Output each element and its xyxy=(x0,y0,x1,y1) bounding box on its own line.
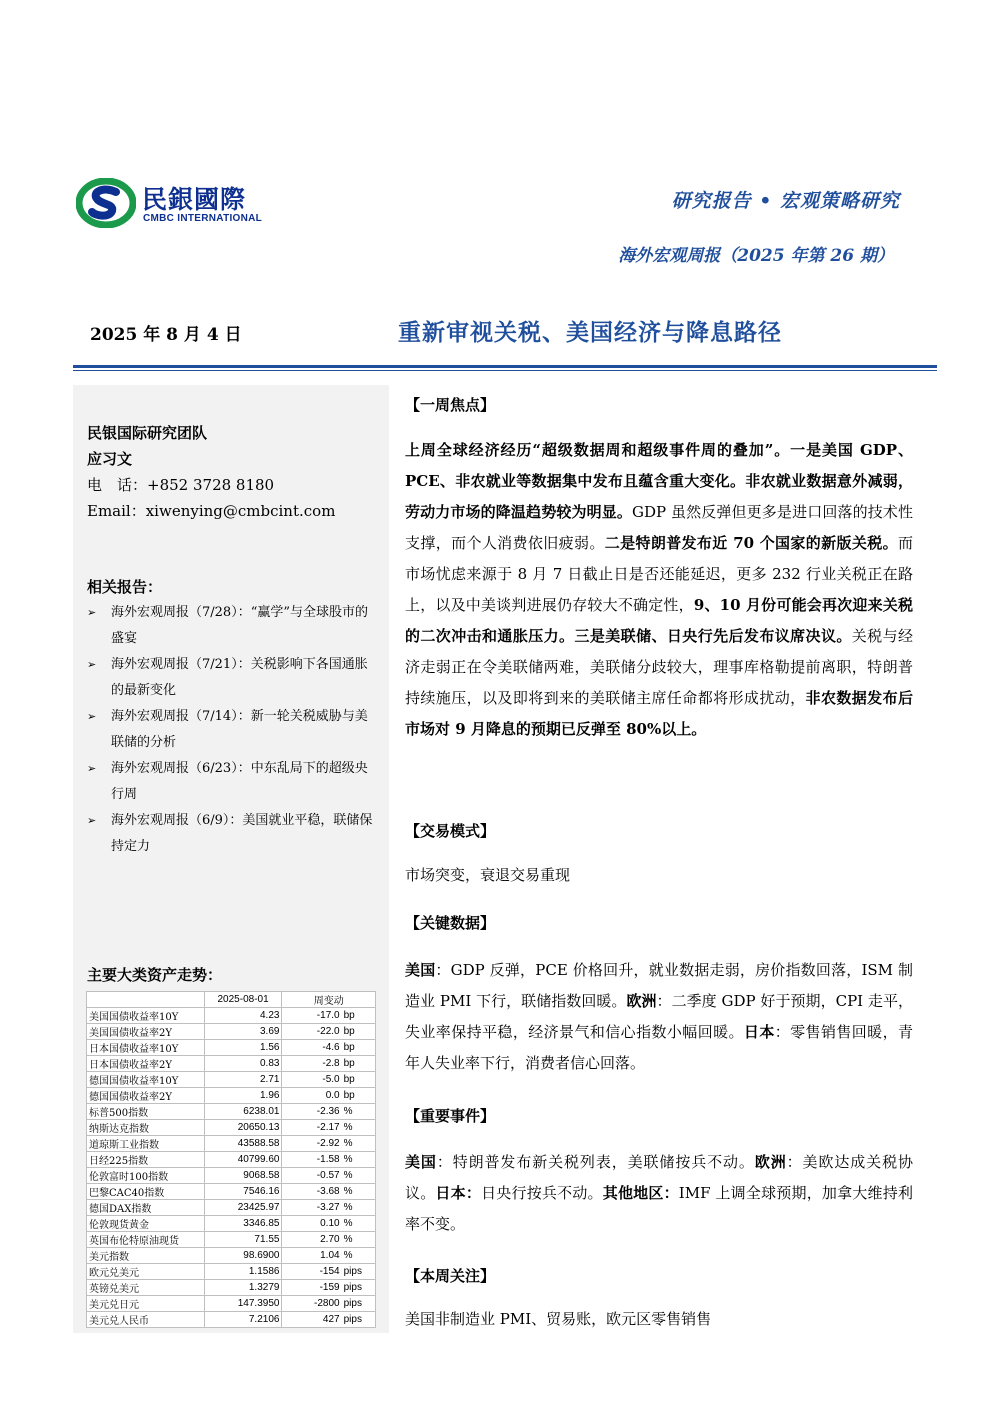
asset-unit: bp xyxy=(342,1056,376,1072)
focus-text-bold-4: 非农数据发布后市场对 9 月降息的预期已反弹至 80%以上。 xyxy=(405,689,913,738)
asset-row xyxy=(87,1216,376,1232)
analyst-name: 应习文 xyxy=(87,450,133,468)
asset-unit: % xyxy=(342,1120,376,1136)
asset-row xyxy=(87,1072,376,1088)
events-other-text: IMF 上调全球预期，加拿大维持利率不变。 xyxy=(405,1184,913,1233)
asset-change: -154 xyxy=(282,1264,342,1280)
asset-value: 1.56 xyxy=(204,1040,282,1056)
report-type: 研究报告 • 宏观策略研究 xyxy=(671,190,900,212)
asset-name: 美元兑人民币 xyxy=(87,1312,205,1328)
asset-name: 伦敦现货黄金 xyxy=(87,1216,205,1232)
asset-change: 2.70 xyxy=(282,1232,342,1248)
arrow-bullet-icon: ➢ xyxy=(87,762,97,775)
report-date: 2025 年 8 月 4 日 xyxy=(90,325,242,345)
asset-name: 德国DAX指数 xyxy=(87,1200,205,1216)
focus-text-bold-1: 上周全球经济经历“超级数据周和超级事件周的叠加”。一是美国 GDP、PCE、非农就业等数据集中发布且蕴含重大变化。非农就业数据意外减弱，劳动力市场的降温趋势较为明显。 xyxy=(405,441,913,521)
asset-change: -0.57 xyxy=(282,1168,342,1184)
keydata-us-text: ：GDP 反弹，PCE 价格回升，就业数据走弱，房价指数回落，ISM 制造业 PMI 下行，联储指数回暖。 xyxy=(405,961,913,1010)
focus-heading: 【一周焦点】 xyxy=(405,396,496,414)
asset-unit: % xyxy=(342,1200,376,1216)
focus-text-bold-2: 二是特朗普发布近 70 个国家的新版关税。 xyxy=(604,534,898,552)
asset-change: -3.27 xyxy=(282,1200,342,1216)
assets-name-header xyxy=(87,992,205,1008)
asset-change: -2.36 xyxy=(282,1104,342,1120)
report-title: 重新审视关税、美国经济与降息路径 xyxy=(398,319,782,346)
asset-value: 9068.58 xyxy=(204,1168,282,1184)
asset-name: 德国国债收益率2Y xyxy=(87,1088,205,1104)
asset-unit: pips xyxy=(342,1312,376,1328)
related-report-title: 海外宏观周报（6/9）：美国就业平稳，联储保持定力 xyxy=(111,813,373,854)
events-us-text: ：特朗普发布新关税列表，美联储按兵不动。 xyxy=(436,1153,755,1171)
asset-change: -5.0 xyxy=(282,1072,342,1088)
trade-heading: 【交易模式】 xyxy=(405,822,496,840)
events-eu-text: ：美欧达成关税协议。 xyxy=(405,1153,913,1202)
asset-unit: pips xyxy=(342,1296,376,1312)
asset-change: -2.92 xyxy=(282,1136,342,1152)
asset-value: 1.1586 xyxy=(204,1264,282,1280)
keydata-eu-text: ：二季度 GDP 好于预期，CPI 走平，失业率保持平稳，经济景气和信心指数小幅回暖。 xyxy=(405,992,913,1041)
focus-text-bold-3: 9、10 月份可能会再次迎来关税的二次冲击和通胀压力。三是美联储、日央行先后发布议席决议。 xyxy=(405,596,913,645)
asset-unit: bp xyxy=(342,1040,376,1056)
arrow-bullet-icon: ➢ xyxy=(87,658,97,671)
events-heading: 【重要事件】 xyxy=(405,1107,496,1125)
keydata-jp-text: ：零售销售回暖，青年人失业率下行，消费者信心回落。 xyxy=(405,1023,913,1072)
asset-unit: % xyxy=(342,1168,376,1184)
related-report-item[interactable] xyxy=(87,652,377,704)
focus-text-2: 而市场忧虑来源于 8 月 7 日截止日是否还能延迟，更多 232 行业关税正在路上，以及中美谈判进展仍存较大不确定性， xyxy=(405,534,913,614)
header-divider-thin xyxy=(73,370,937,371)
asset-name: 美元指数 xyxy=(87,1248,205,1264)
arrow-bullet-icon: ➢ xyxy=(87,606,97,619)
events-jp-label: 日本： xyxy=(435,1184,482,1202)
asset-value: 4.23 xyxy=(204,1008,282,1024)
asset-name: 日本国债收益率10Y xyxy=(87,1040,205,1056)
asset-row xyxy=(87,1248,376,1264)
related-report-title: 海外宏观周报（7/28）：“赢学”与全球股市的盛宴 xyxy=(111,605,368,646)
asset-unit: bp xyxy=(342,1088,376,1104)
asset-name: 标普500指数 xyxy=(87,1104,205,1120)
asset-unit: bp xyxy=(342,1072,376,1088)
asset-value: 7546.16 xyxy=(204,1184,282,1200)
asset-value: 23425.97 xyxy=(204,1200,282,1216)
asset-unit: % xyxy=(342,1136,376,1152)
focus-text-3: 关税与经济走弱正在令美联储两难，美联储分歧较大，理事库格勒提前离职，特朗普持续施压，以及即将到来的美联储主席任命都将形成扰动， xyxy=(405,627,913,707)
keydata-jp-label: 日本 xyxy=(743,1023,775,1041)
asset-unit: % xyxy=(342,1216,376,1232)
keydata-heading: 【关键数据】 xyxy=(405,914,496,932)
asset-name: 纳斯达克指数 xyxy=(87,1120,205,1136)
events-us-label: 美国 xyxy=(405,1153,437,1171)
asset-value: 2.71 xyxy=(204,1072,282,1088)
asset-value: 3.69 xyxy=(204,1024,282,1040)
email-label: Email： xyxy=(87,502,146,520)
asset-value: 7.2106 xyxy=(204,1312,282,1328)
asset-name: 道琼斯工业指数 xyxy=(87,1136,205,1152)
assets-date-header: 2025-08-01 xyxy=(204,992,282,1008)
asset-row xyxy=(87,1152,376,1168)
assets-table xyxy=(86,991,376,1328)
related-report-item[interactable] xyxy=(87,756,377,808)
asset-row xyxy=(87,1168,376,1184)
assets-heading: 主要大类资产走势： xyxy=(87,966,223,984)
cmbc-logo-icon xyxy=(76,178,136,228)
events-eu-label: 欧洲 xyxy=(754,1153,787,1171)
events-paragraph xyxy=(405,1147,913,1240)
asset-unit: % xyxy=(342,1104,376,1120)
asset-change: -2800 xyxy=(282,1296,342,1312)
research-team xyxy=(87,420,335,524)
asset-name: 日本国债收益率2Y xyxy=(87,1056,205,1072)
company-logo xyxy=(76,178,286,230)
related-reports-heading: 相关报告： xyxy=(87,578,163,596)
asset-value: 20650.13 xyxy=(204,1120,282,1136)
asset-change: 0.10 xyxy=(282,1216,342,1232)
related-report-item[interactable] xyxy=(87,808,377,860)
email-address[interactable]: xiwenying@cmbcint.com xyxy=(145,502,336,520)
asset-row xyxy=(87,1200,376,1216)
related-report-title: 海外宏观周报（6/23）：中东乱局下的超级央行周 xyxy=(111,761,368,802)
asset-value: 71.55 xyxy=(204,1232,282,1248)
asset-value: 43588.58 xyxy=(204,1136,282,1152)
keydata-us-label: 美国 xyxy=(405,961,436,979)
asset-change: -3.68 xyxy=(282,1184,342,1200)
asset-row xyxy=(87,1280,376,1296)
related-reports-list xyxy=(87,600,377,860)
asset-change: -22.0 xyxy=(282,1024,342,1040)
watch-text: 美国非制造业 PMI、贸易账，欧元区零售销售 xyxy=(405,1310,712,1328)
asset-unit: % xyxy=(342,1232,376,1248)
arrow-bullet-icon: ➢ xyxy=(87,814,97,827)
asset-unit: pips xyxy=(342,1264,376,1280)
asset-value: 6238.01 xyxy=(204,1104,282,1120)
asset-change: 427 xyxy=(282,1312,342,1328)
asset-name: 英国布伦特原油现货 xyxy=(87,1232,205,1248)
asset-value: 3346.85 xyxy=(204,1216,282,1232)
focus-text-1: GDP 虽然反弹但更多是进口回落的技术性支撑，而个人消费依旧疲弱。 xyxy=(405,503,913,552)
asset-row xyxy=(87,1024,376,1040)
asset-change: -1.58 xyxy=(282,1152,342,1168)
asset-row xyxy=(87,1008,376,1024)
focus-paragraph xyxy=(405,435,913,745)
asset-value: 1.3279 xyxy=(204,1280,282,1296)
asset-row xyxy=(87,1136,376,1152)
keydata-paragraph xyxy=(405,955,913,1079)
asset-row xyxy=(87,1184,376,1200)
logo-chinese-name: 民銀國際 xyxy=(142,185,247,214)
asset-name: 美元兑日元 xyxy=(87,1296,205,1312)
asset-row xyxy=(87,1040,376,1056)
team-name: 民银国际研究团队 xyxy=(87,424,208,442)
phone-number: +852 3728 8180 xyxy=(147,476,275,494)
events-jp-text: 日央行按兵不动。 xyxy=(481,1184,603,1202)
assets-table-body xyxy=(87,1008,376,1328)
asset-change: -2.8 xyxy=(282,1056,342,1072)
asset-name: 英镑兑美元 xyxy=(87,1280,205,1296)
related-report-title: 海外宏观周报（7/14）：新一轮关税威胁与美联储的分析 xyxy=(111,709,368,750)
asset-name: 巴黎CAC40指数 xyxy=(87,1184,205,1200)
phone-line xyxy=(87,472,335,498)
asset-change: -17.0 xyxy=(282,1008,342,1024)
asset-name: 欧元兑美元 xyxy=(87,1264,205,1280)
events-other-label: 其他地区： xyxy=(602,1184,679,1202)
related-report-title: 海外宏观周报（7/21）：关税影响下各国通胀的最新变化 xyxy=(111,657,368,698)
keydata-eu-label: 欧洲 xyxy=(626,992,657,1010)
asset-unit: % xyxy=(342,1184,376,1200)
logo-english-name: CMBC INTERNATIONAL xyxy=(143,213,263,224)
asset-row xyxy=(87,1120,376,1136)
phone-label: 电 话： xyxy=(87,476,148,494)
asset-change: -2.17 xyxy=(282,1120,342,1136)
asset-unit: % xyxy=(342,1152,376,1168)
asset-row xyxy=(87,1312,376,1328)
asset-change: 1.04 xyxy=(282,1248,342,1264)
related-report-item[interactable] xyxy=(87,704,377,756)
asset-row xyxy=(87,1264,376,1280)
arrow-bullet-icon: ➢ xyxy=(87,710,97,723)
asset-unit: bp xyxy=(342,1008,376,1024)
email-line xyxy=(87,498,335,524)
asset-name: 美国国债收益率10Y xyxy=(87,1008,205,1024)
watch-heading: 【本周关注】 xyxy=(405,1267,496,1285)
asset-unit: pips xyxy=(342,1280,376,1296)
asset-value: 147.3950 xyxy=(204,1296,282,1312)
asset-row xyxy=(87,1104,376,1120)
related-report-item[interactable] xyxy=(87,600,377,652)
asset-change: 0.0 xyxy=(282,1088,342,1104)
asset-unit: % xyxy=(342,1248,376,1264)
asset-name: 德国国债收益率10Y xyxy=(87,1072,205,1088)
asset-name: 美国国债收益率2Y xyxy=(87,1024,205,1040)
report-series: 海外宏观周报（2025 年第 26 期） xyxy=(618,246,894,266)
asset-change: -4.6 xyxy=(282,1040,342,1056)
asset-row xyxy=(87,1056,376,1072)
asset-value: 0.83 xyxy=(204,1056,282,1072)
assets-change-header: 周变动 xyxy=(282,992,376,1008)
asset-name: 伦敦富时100指数 xyxy=(87,1168,205,1184)
asset-unit: bp xyxy=(342,1024,376,1040)
asset-change: -159 xyxy=(282,1280,342,1296)
assets-header-row xyxy=(87,992,376,1008)
asset-row xyxy=(87,1232,376,1248)
asset-name: 日经225指数 xyxy=(87,1152,205,1168)
asset-value: 40799.60 xyxy=(204,1152,282,1168)
trade-text: 市场突变，衰退交易重现 xyxy=(405,866,571,884)
asset-value: 1.96 xyxy=(204,1088,282,1104)
asset-row xyxy=(87,1296,376,1312)
header-divider xyxy=(73,365,937,368)
asset-value: 98.6900 xyxy=(204,1248,282,1264)
asset-row xyxy=(87,1088,376,1104)
